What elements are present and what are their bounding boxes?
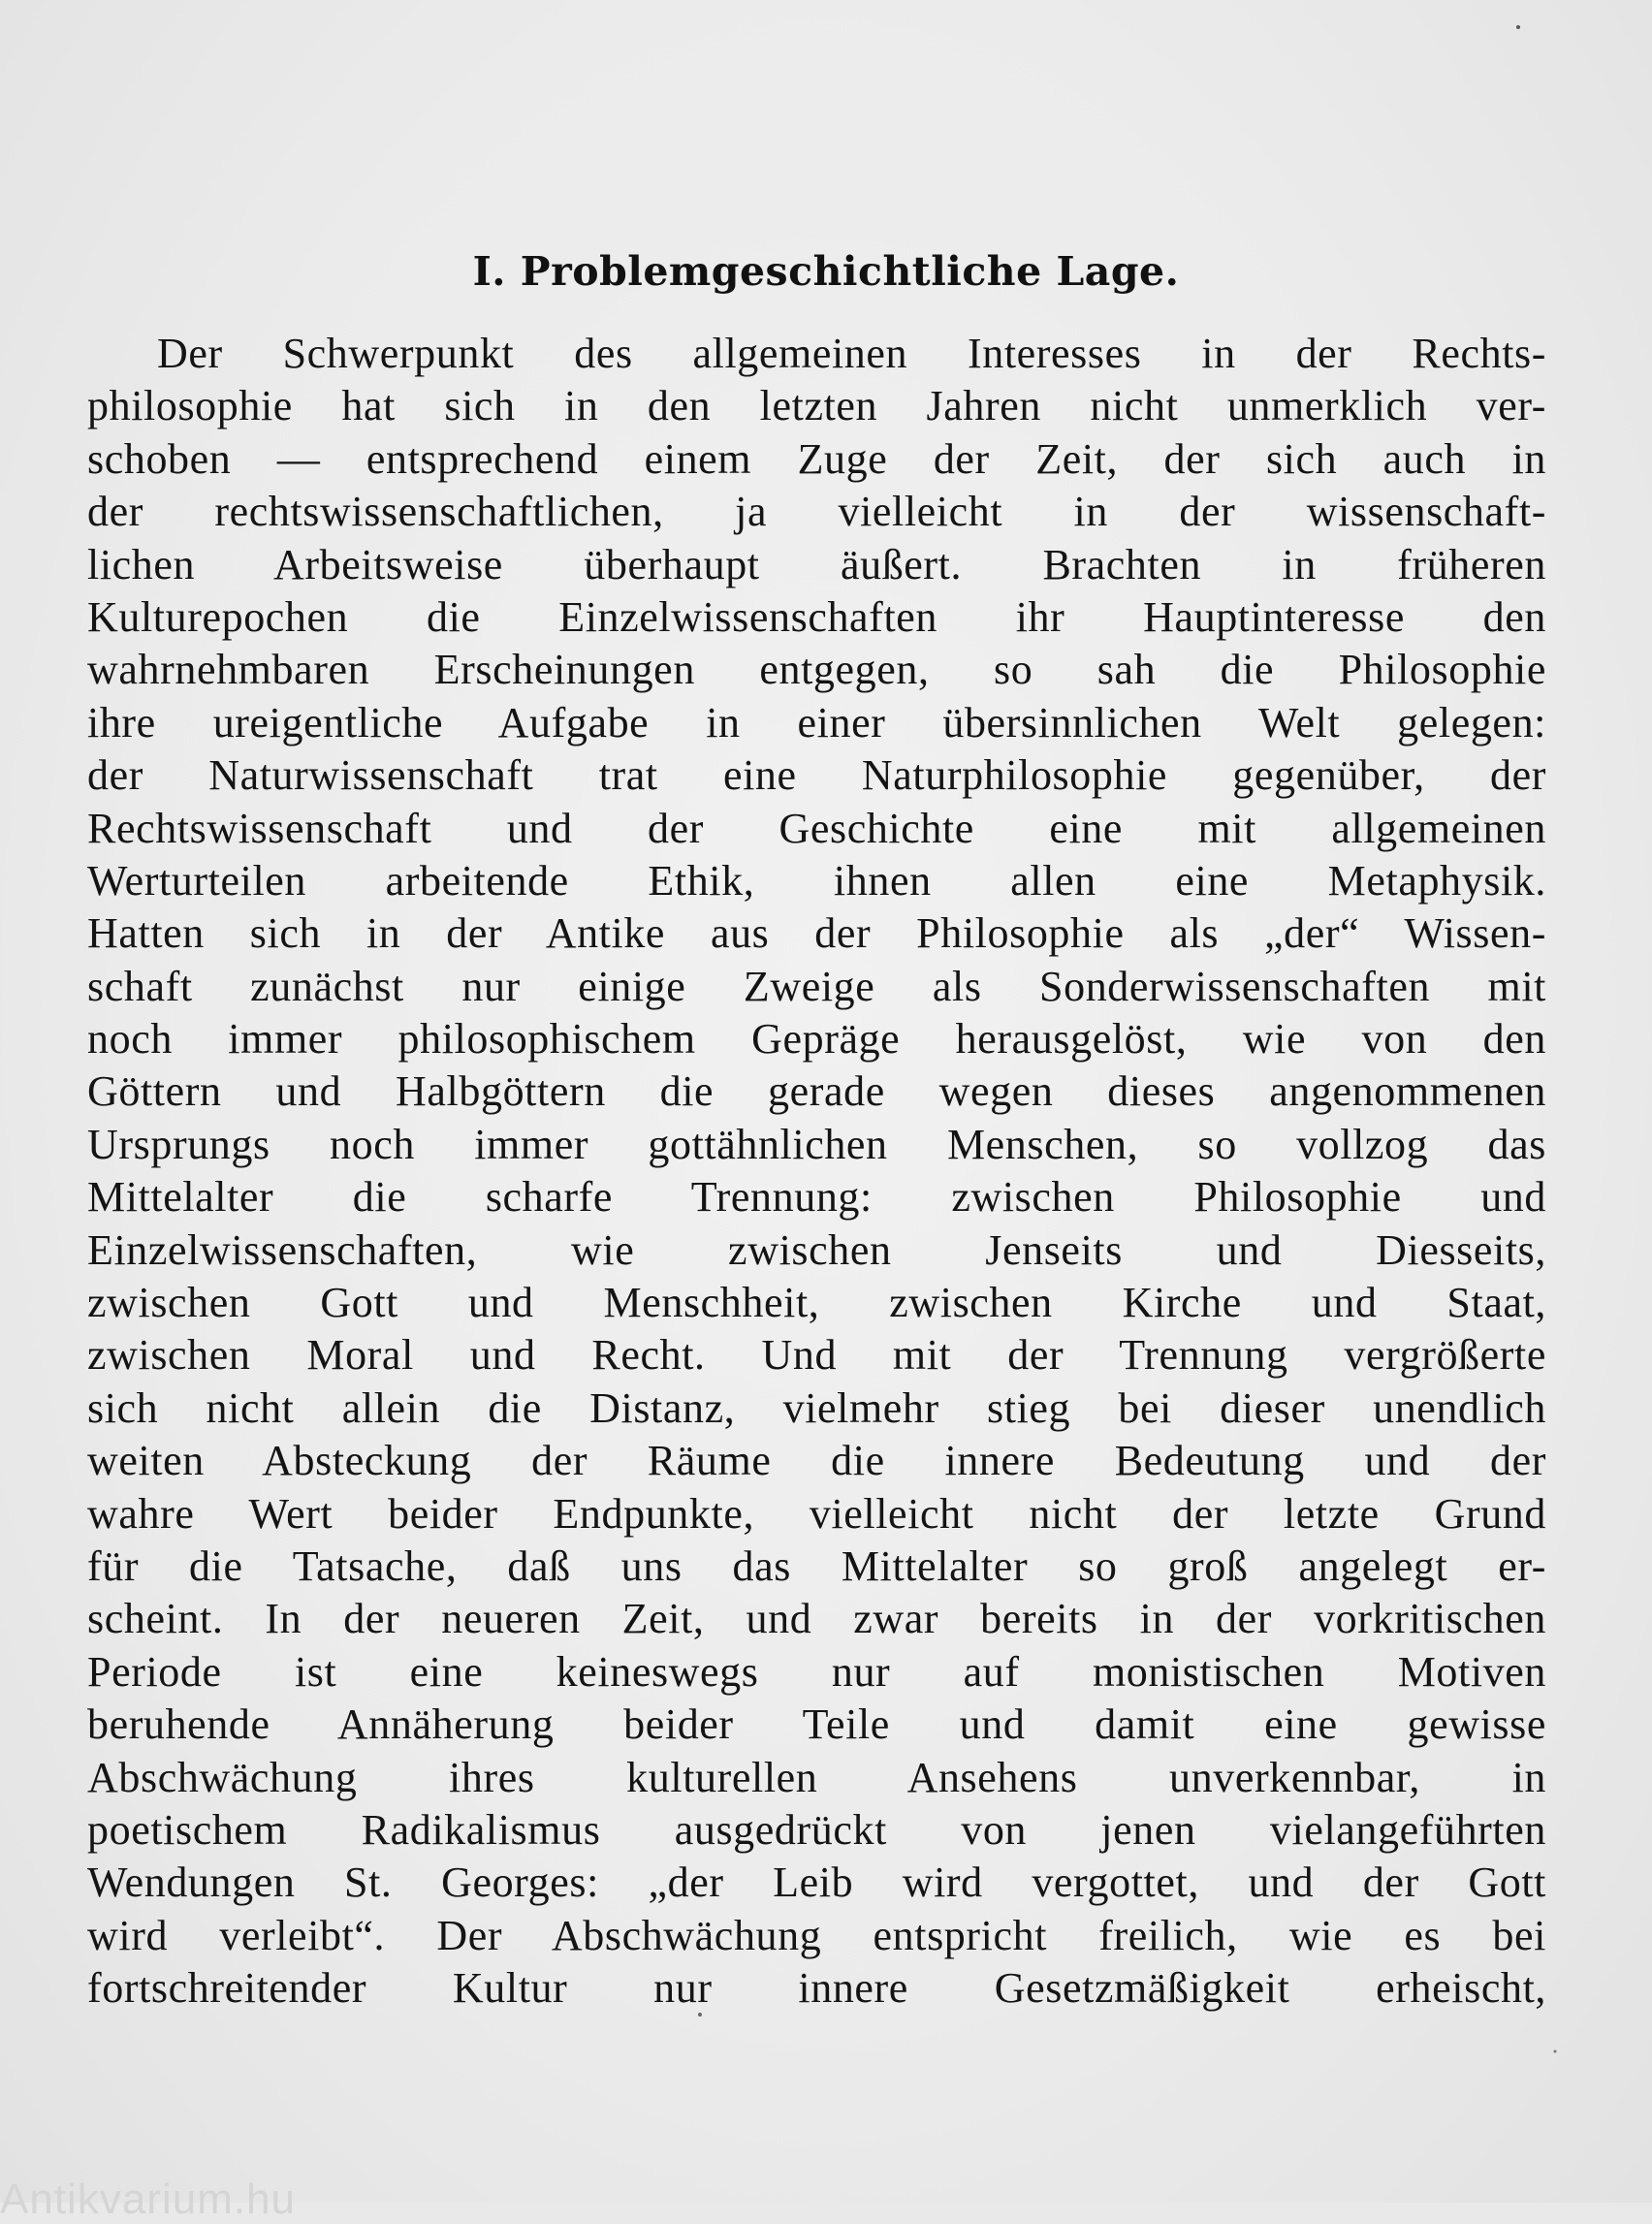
text-line: wird verleibt“. Der Abschwächung entspricht freilich, wie es bei bbox=[87, 1911, 1546, 1959]
text-line: Göttern und Halbgöttern die gerade wegen dieses angenommenen bbox=[87, 1067, 1546, 1116]
body-paragraph bbox=[87, 328, 1546, 2016]
text-line: Mittelalter die scharfe Trennung: zwischen Philosophie und bbox=[87, 1173, 1546, 1222]
text-line: lichen Arbeitsweise überhaupt äußert. Brachten in früheren bbox=[87, 540, 1546, 588]
text-line: poetischem Radikalismus ausgedrückt von jenen vielangeführten bbox=[87, 1805, 1546, 1854]
text-line: wahre Wert beider Endpunkte, vielleicht nicht der letzte Grund bbox=[87, 1489, 1546, 1538]
text-line: wahrnehmbaren Erscheinungen entgegen, so sah die Philosophie bbox=[87, 646, 1546, 694]
text-line: weiten Absteckung der Räume die innere Bedeutung und der bbox=[87, 1437, 1546, 1485]
text-line: Einzelwissenschaften, wie zwischen Jenseits und Diesseits, bbox=[87, 1225, 1546, 1274]
text-line: sich nicht allein die Distanz, vielmehr stieg bei dieser unendlich bbox=[87, 1383, 1546, 1432]
text-line: fortschreitender Kultur nur innere Gesetzmäßigkeit erheischt, bbox=[87, 1964, 1546, 2013]
text-line: ihre ureigentliche Aufgabe in einer übersinnlichen Welt gelegen: bbox=[87, 698, 1546, 747]
text-line: Rechtswissenschaft und der Geschichte eine mit allgemeinen bbox=[87, 804, 1546, 852]
section-heading: I. Problemgeschichtliche Lage. bbox=[472, 248, 1180, 295]
text-line: beruhende Annäherung beider Teile und damit eine gewisse bbox=[87, 1700, 1546, 1749]
watermark: Antikvarium.hu bbox=[0, 2176, 297, 2223]
text-line: Werturteilen arbeitende Ethik, ihnen allen eine Metaphysik. bbox=[87, 856, 1546, 905]
text-line: Abschwächung ihres kulturellen Ansehens unverkennbar, in bbox=[87, 1753, 1546, 1801]
ink-speck bbox=[1554, 2050, 1557, 2053]
text-line: Ursprungs noch immer gottähnlichen Menschen, so vollzog das bbox=[87, 1120, 1546, 1168]
text-line: zwischen Moral und Recht. Und mit der Trennung vergrößerte bbox=[87, 1331, 1546, 1380]
text-line: philosophie hat sich in den letzten Jahren nicht unmerklich ver- bbox=[87, 382, 1546, 430]
text-line: schaft zunächst nur einige Zweige als Sonderwissenschaften mit bbox=[87, 962, 1546, 1010]
text-line: für die Tatsache, daß uns das Mittelalter so groß angelegt er- bbox=[87, 1541, 1546, 1590]
text-line: Hatten sich in der Antike aus der Philosophie als „der“ Wissen- bbox=[87, 909, 1546, 958]
text-line: noch immer philosophischem Gepräge herausgelöst, wie von den bbox=[87, 1015, 1546, 1064]
text-line: Wendungen St. Georges: „der Leib wird vergottet, und der Gott bbox=[87, 1859, 1546, 1907]
text-line: Kulturepochen die Einzelwissenschaften ihr Hauptinteresse den bbox=[87, 592, 1546, 641]
text-line: scheint. In der neueren Zeit, und zwar bereits in der vorkritischen bbox=[87, 1595, 1546, 1643]
text-line: schoben — entsprechend einem Zuge der Zeit, der sich auch in bbox=[87, 434, 1546, 483]
ink-speck bbox=[1516, 25, 1520, 29]
text-line: Periode ist eine keineswegs nur auf monistischen Motiven bbox=[87, 1647, 1546, 1696]
text-line: zwischen Gott und Menschheit, zwischen Kirche und Staat, bbox=[87, 1279, 1546, 1327]
text-line: Der Schwerpunkt des allgemeinen Interesses in der Rechts- bbox=[157, 330, 1546, 377]
text-line: der rechtswissenschaftlichen, ja vielleicht in der wissenschaft- bbox=[87, 488, 1546, 536]
text-line: der Naturwissenschaft trat eine Naturphilosophie gegenüber, der bbox=[87, 751, 1546, 800]
